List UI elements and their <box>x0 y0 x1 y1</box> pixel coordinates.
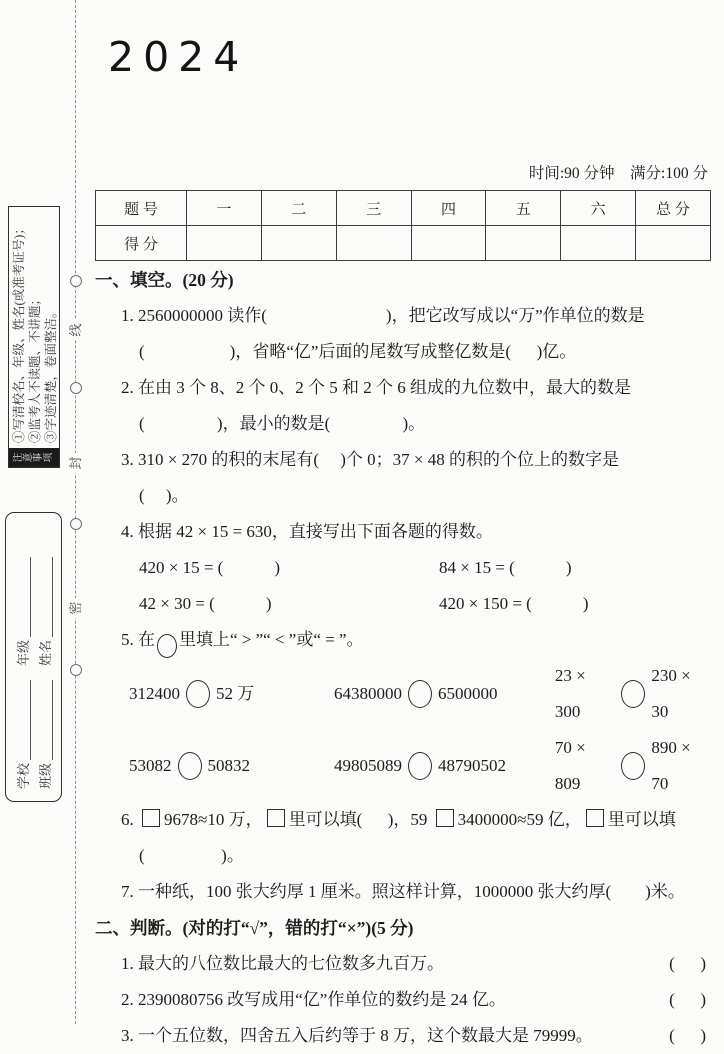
comparison-right: 50832 <box>207 756 250 775</box>
fill-q4-row1 <box>95 550 712 586</box>
digit-box-square-icon <box>436 809 454 827</box>
score-cell-empty <box>561 226 636 261</box>
fill-q5-intro-suffix: 里填上“ > ”“ < ”或“ = ”。 <box>179 630 364 649</box>
name-field-label: 姓名 <box>38 639 53 666</box>
score-table-header-cell: 一 <box>187 191 262 226</box>
fill-q6-seg3: 里可以填( )，59 <box>288 810 432 829</box>
comparison-item <box>334 658 555 730</box>
score-table-header-cell: 三 <box>336 191 411 226</box>
comparison-left: 49805089 <box>333 756 402 775</box>
score-cell-empty <box>187 226 262 261</box>
judge-item-3 <box>95 1018 712 1054</box>
fill-q3-line1: 3. 310 × 270 的积的末尾有( )个 0；37 × 48 的积的个位上的数字是 <box>121 450 619 469</box>
comparison-item <box>555 730 712 802</box>
school-field-label: 学校 <box>16 762 31 789</box>
fill-q6-seg4: 3400000≈59 亿， <box>457 810 582 829</box>
notice-line-2: ②监考人不读题、不讲题； <box>28 292 42 443</box>
seal-punch-circle-1 <box>70 275 82 287</box>
comparison-left: 23 × 300 <box>554 666 590 721</box>
judge-item-1 <box>95 946 712 982</box>
comparison-right: 890 × 70 <box>651 738 696 793</box>
score-table-header-cell: 题 号 <box>96 191 187 226</box>
fill-q1-line1: 1. 2560000000 读作( )，把它改写成以“万”作单位的数是 <box>121 306 645 325</box>
notice-line-3: ③字迹清楚，卷面整洁。 <box>44 305 58 443</box>
seal-punch-circle-2 <box>70 382 82 394</box>
comparison-circle-icon <box>408 680 432 708</box>
circle-blank-icon <box>157 634 177 658</box>
comparison-left: 312400 <box>129 684 180 703</box>
class-field-label: 班级 <box>38 762 53 789</box>
comparison-right: 48790502 <box>437 756 506 775</box>
notice-text <box>9 222 59 448</box>
score-table-header-cell: 六 <box>561 191 636 226</box>
score-cell-empty <box>261 226 336 261</box>
score-table-header-cell: 四 <box>411 191 486 226</box>
judge-item-text: 3. 一个五位数，四舍五入后约等于 8 万，这个数最大是 79999。 <box>121 1026 593 1045</box>
fill-q3-line2: ( )。 <box>139 486 189 505</box>
fill-q5-row2 <box>95 730 712 802</box>
class-field-blank <box>39 680 53 760</box>
fill-q5-intro-prefix: 5. 在 <box>121 630 155 649</box>
judge-answer-bracket: ( ) <box>669 990 706 1009</box>
comparison-item <box>129 730 334 802</box>
student-info-box <box>5 512 62 802</box>
judge-item-text: 1. 最大的八位数比最大的七位数多九百万。 <box>121 954 444 973</box>
comparison-right: 52 万 <box>216 684 255 703</box>
fill-q5-intro <box>95 622 712 658</box>
notice-line-1: ①写清校名、年级、姓名(或准考证号)； <box>12 222 26 443</box>
fill-q4-item4: 420 × 150 = ( ) <box>439 594 589 613</box>
score-cell-empty <box>411 226 486 261</box>
exam-time-score-info: 时间:90 分钟 满分:100 分 <box>528 165 708 182</box>
comparison-circle-icon <box>186 680 210 708</box>
comparison-left: 53082 <box>129 756 172 775</box>
judge-answer-bracket: ( ) <box>669 954 706 973</box>
fill-q6-seg5: 里可以填 <box>607 810 676 829</box>
digit-box-square-icon <box>142 809 160 827</box>
fill-q4-row2 <box>95 586 712 622</box>
comparison-item <box>129 658 334 730</box>
comparison-right: 230 × 30 <box>651 666 696 721</box>
score-table-header-cell: 二 <box>261 191 336 226</box>
seal-line-char-xian: 线 <box>66 320 86 340</box>
fill-q6-line2: ( )。 <box>139 846 244 865</box>
page-title-year: 2024 <box>108 33 249 81</box>
seal-line-char-feng: 封 <box>66 453 86 473</box>
school-field-blank <box>17 680 31 760</box>
section-two-title: 二、判断。(对的打“√”，错的打“×”)(5 分) <box>95 918 414 938</box>
grade-field-label: 年级 <box>16 639 31 666</box>
grade-field-blank <box>17 557 31 637</box>
seal-punch-circle-3 <box>70 518 82 530</box>
exam-notice-box <box>8 206 60 468</box>
score-cell-empty <box>336 226 411 261</box>
score-table-score-row <box>96 226 711 261</box>
fill-q5-row1 <box>95 658 712 730</box>
section-one-title: 一、填空。(20 分) <box>95 270 234 290</box>
seal-line-char-mi: 密 <box>66 598 86 618</box>
score-cell-empty <box>636 226 711 261</box>
comparison-circle-icon <box>408 752 432 780</box>
score-cell-empty <box>486 226 561 261</box>
score-table <box>95 190 711 261</box>
fill-q6-line1 <box>95 802 712 838</box>
comparison-circle-icon <box>178 752 202 780</box>
score-table-header-cell: 五 <box>486 191 561 226</box>
comparison-circle-icon <box>621 752 645 780</box>
fill-q4-intro: 4. 根据 42 × 15 = 630，直接写出下面各题的得数。 <box>121 522 493 541</box>
seal-dashed-line <box>75 0 76 1024</box>
fill-q1-line2: ( )，省略“亿”后面的尾数写成整亿数是( )亿。 <box>139 342 577 361</box>
fill-q4-item3: 42 × 30 = ( ) <box>139 594 272 613</box>
digit-box-square-icon <box>586 809 604 827</box>
comparison-left: 64380000 <box>333 684 402 703</box>
fill-q4-item1: 420 × 15 = ( ) <box>139 558 280 577</box>
question-area <box>95 262 712 1054</box>
comparison-item <box>555 658 712 730</box>
comparison-circle-icon <box>621 680 645 708</box>
fill-q6-seg1: 6. <box>121 810 138 829</box>
score-table-header-cell: 总 分 <box>636 191 711 226</box>
score-table-header-row <box>96 191 711 226</box>
fill-q4-item2: 84 × 15 = ( ) <box>439 558 572 577</box>
fill-q7-line1: 7. 一种纸，100 张大约厚 1 厘米。照这样计算，1000000 张大约厚( )米。 <box>121 882 685 901</box>
fill-q2-line1: 2. 在由 3 个 8、2 个 0、2 个 5 和 2 个 6 组成的九位数中，最大的数是 <box>121 378 631 397</box>
notice-label: 注 意 事 项 <box>9 448 59 467</box>
fill-q2-line2: ( )，最小的数是( )。 <box>139 414 426 433</box>
comparison-item <box>334 730 555 802</box>
score-row-label: 得 分 <box>96 226 187 261</box>
judge-item-2 <box>95 982 712 1018</box>
comparison-right: 6500000 <box>437 684 498 703</box>
comparison-left: 70 × 809 <box>554 738 590 793</box>
name-field-blank <box>39 557 53 637</box>
judge-item-text: 2. 2390080756 改写成用“亿”作单位的数约是 24 亿。 <box>121 990 506 1009</box>
digit-box-square-icon <box>267 809 285 827</box>
seal-punch-circle-4 <box>70 664 82 676</box>
judge-answer-bracket: ( ) <box>669 1026 706 1045</box>
fill-q6-seg2: 9678≈10 万， <box>164 810 263 829</box>
